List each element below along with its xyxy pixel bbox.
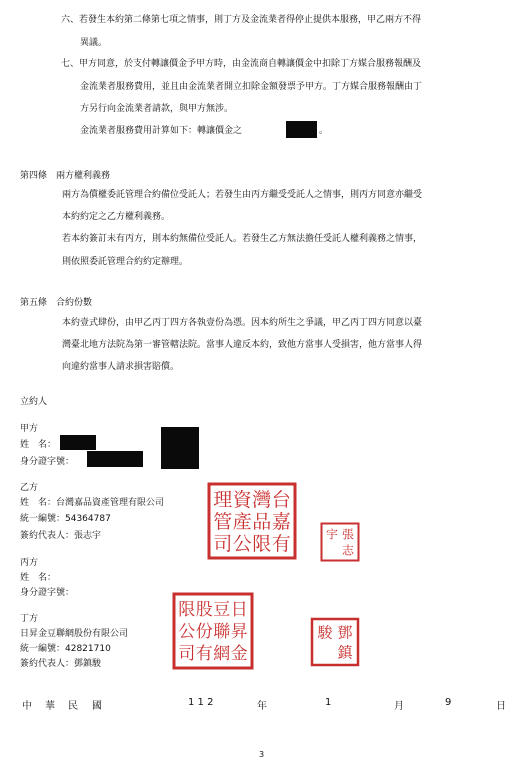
party-a-name-label: 姓 名：: [20, 440, 57, 450]
page-number: 3: [259, 750, 265, 759]
seal-character: 豆: [213, 600, 231, 621]
seal-character: 份: [195, 622, 213, 643]
party-b-name-label: 姓 名：台灣嘉品資產管理有限公司: [20, 498, 165, 508]
party-b-company-seal: [207, 482, 297, 560]
redaction-block: [161, 427, 199, 469]
clause-seven-line1: 七、甲方同意，於支付轉讓價金予甲方時，由金流商自轉讓價金中扣除丁方媒合服務報酬及: [61, 59, 422, 69]
seal-character: 限: [178, 600, 196, 621]
date-month-unit: 月: [394, 701, 404, 712]
party-c-label: 丙方: [20, 558, 39, 568]
party-b-rep-seal: [320, 522, 360, 562]
date-month-value: 1: [325, 697, 332, 708]
seal-character: 昇: [230, 622, 248, 643]
clause-six-line1: 六、若發生本約第二條第七項之情事，則丁方及金流業者得停止提供本服務，甲乙兩方不得: [61, 15, 422, 25]
date-char-min: 民: [68, 701, 78, 712]
seal-character: 日: [230, 600, 248, 621]
party-d-name-label: 日昇金豆聯網股份有限公司: [20, 629, 129, 639]
article4-p2-line1: 若本約簽訂未有丙方，則本約無備位受託人。若發生乙方無法擔任受託人權利義務之情事，: [62, 234, 423, 244]
article4-p2-line2: 則依照委託管理合約約定辦理。: [62, 257, 189, 267]
seal-character: 公: [178, 622, 196, 643]
seal-character: 股: [195, 600, 213, 621]
seal-character: 駿: [317, 623, 333, 642]
date-day-unit: 日: [496, 701, 506, 712]
redaction-block: [87, 451, 143, 467]
article5-heading: 第五條 合約份數: [20, 298, 93, 308]
seal-character: 金: [230, 644, 248, 665]
seal-character: 品: [252, 510, 272, 533]
seal-character: 司: [178, 644, 196, 665]
date-char-guo: 國: [92, 701, 102, 712]
clause-seven-line2: 金流業者服務費用，並且由金流業者開立扣除金額發票予甲方。丁方媒合服務報酬由丁: [80, 82, 423, 92]
seal-character: 聯: [213, 622, 231, 643]
date-year-value: 1 1 2: [188, 697, 214, 708]
party-c-name-label: 姓 名：: [20, 573, 57, 583]
seal-character: 管: [213, 510, 233, 533]
fee-formula-end: 。: [319, 126, 329, 136]
article4-p1-line2: 本約約定之乙方權利義務。: [62, 212, 171, 222]
article4-p1-line1: 兩方為償權委託管理合約備位受託人；若發生由丙方繼受受託人之情事，則丙方同意亦繼受: [62, 190, 423, 200]
article5-line1: 本約壹式肆份，由甲乙丙丁四方各執壹份為憑。因本約所生之爭議，甲乙丙丁四方同意以臺: [62, 318, 423, 328]
party-b-rep-label: 簽約代表人：張志宇: [20, 531, 102, 541]
seal-character: 志: [341, 543, 355, 558]
seal-character: 產: [232, 510, 252, 533]
seal-character: 鄧: [337, 623, 353, 642]
party-d-rep-seal: [310, 617, 360, 667]
seal-character: 灣: [252, 488, 272, 511]
seal-character: 公: [232, 532, 252, 555]
redaction-block: [286, 121, 317, 138]
seal-character: 有: [271, 532, 291, 555]
seal-character: 資: [232, 488, 252, 511]
party-d-rep-label: 簽約代表人：鄧鎮駿: [20, 659, 102, 669]
party-b-label: 乙方: [20, 483, 39, 493]
fee-formula: 金流業者服務費用計算如下：轉讓價金之: [80, 126, 243, 136]
redaction-block: [60, 435, 96, 450]
party-d-company-seal: [172, 592, 254, 670]
party-a-id-label: 身分證字號：: [20, 457, 75, 467]
seal-character: 宇: [325, 527, 339, 542]
seal-character: 理: [213, 488, 233, 511]
date-line: [0, 697, 526, 711]
party-d-tax-label: 統一編號：42821710: [20, 644, 111, 654]
seal-character: 張: [341, 527, 355, 542]
date-char-zhong: 中: [22, 701, 32, 712]
date-char-hua: 華: [45, 701, 55, 712]
seal-character: 有: [195, 644, 213, 665]
seal-character: 限: [252, 532, 272, 555]
seal-character: 鎮: [337, 643, 353, 662]
clause-seven-line3: 方另行向金流業者請款，與甲方無涉。: [80, 104, 234, 114]
signatories-title: 立約人: [20, 397, 48, 407]
seal-character: 嘉: [271, 510, 291, 533]
article5-line2: 灣臺北地方法院為第一審管轄法院。當事人違反本約，致他方當事人受損害，他方當事人得: [62, 340, 423, 350]
seal-character: 網: [213, 644, 231, 665]
date-year-unit: 年: [257, 701, 267, 712]
party-c-id-label: 身分證字號：: [20, 588, 75, 598]
party-b-tax-label: 統一編號：54364787: [20, 514, 111, 524]
seal-character: 司: [213, 532, 233, 555]
clause-six-line2: 異議。: [80, 38, 108, 48]
party-a-label: 甲方: [20, 424, 39, 434]
article5-line3: 向違約當事人請求損害賠償。: [62, 362, 180, 372]
date-day-value: 9: [445, 697, 452, 708]
party-d-label: 丁方: [20, 614, 39, 624]
article4-heading: 第四條 兩方權利義務: [20, 171, 111, 181]
seal-character: 台: [271, 488, 291, 511]
